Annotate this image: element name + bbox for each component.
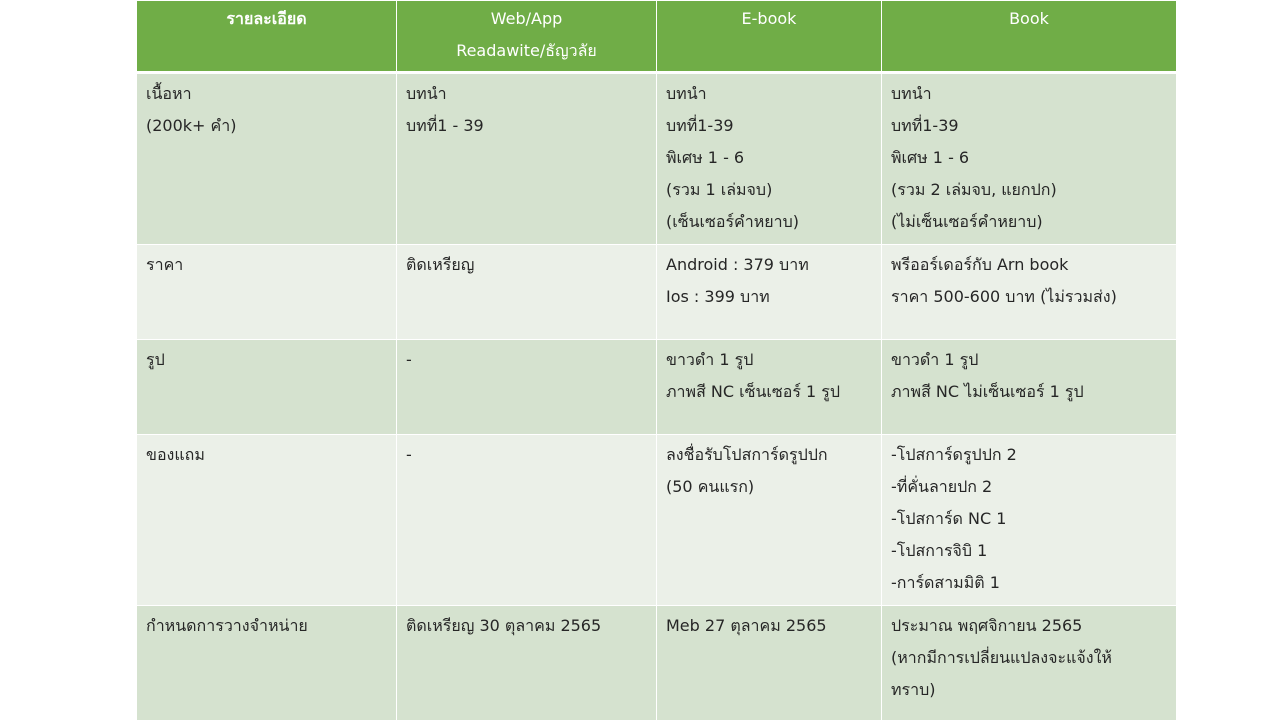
cell-line: (เซ็นเซอร์คำหยาบ) [666, 212, 800, 231]
cell-line: ภาพสี NC ไม่เซ็นเซอร์ 1 รูป [891, 382, 1084, 401]
cell-line: -ที่คั่นลายปก 2 [891, 477, 993, 496]
header-details [137, 1, 397, 73]
table-row-release [137, 606, 1177, 720]
cell-line: -การ์ดสามมิติ 1 [891, 573, 1000, 592]
cell-line: Ios : 399 บาท [666, 287, 770, 306]
cell-line: (หากมีการเปลี่ยนแปลงจะแจ้งให้ [891, 648, 1112, 667]
cell-line: บทที่1-39 [666, 116, 734, 135]
cell-line: ราคา 500-600 บาท (ไม่รวมส่ง) [891, 287, 1117, 306]
table-cell [397, 73, 657, 245]
table-row-content [137, 73, 1177, 245]
cell-line: (ไม่เซ็นเซอร์คำหยาบ) [891, 212, 1043, 231]
table-cell [137, 435, 397, 606]
cell-line: บทนำ [666, 84, 707, 103]
cell-line: บทนำ [406, 84, 447, 103]
cell-line: - [406, 445, 412, 464]
header-web-app [397, 1, 657, 73]
cell-line: (200k+ คำ) [146, 116, 237, 135]
table-cell [657, 245, 882, 340]
table-cell [657, 435, 882, 606]
table-cell [657, 73, 882, 245]
cell-line: กำหนดการวางจำหน่าย [146, 616, 308, 635]
cell-line: พิเศษ 1 - 6 [891, 148, 970, 167]
cell-line: -โปสการ์ด NC 1 [891, 509, 1007, 528]
table-cell [882, 606, 1177, 720]
header-line: E-book [741, 9, 797, 28]
header-book [882, 1, 1177, 73]
cell-line: รูป [146, 350, 165, 369]
cell-line: บทที่1-39 [891, 116, 959, 135]
table-cell [397, 340, 657, 435]
cell-line: เนื้อหา [146, 84, 192, 103]
cell-line: ของแถม [146, 445, 205, 464]
header-line: Book [1009, 9, 1049, 28]
header-line: Web/App [490, 9, 563, 28]
cell-line: พิเศษ 1 - 6 [666, 148, 745, 167]
comparison-table [136, 0, 1177, 720]
cell-line: ประมาณ พฤศจิกายน 2565 [891, 616, 1083, 635]
cell-line: ขาวดำ 1 รูป [666, 350, 754, 369]
table-row-images [137, 340, 1177, 435]
table-cell [137, 73, 397, 245]
table-cell [882, 73, 1177, 245]
cell-line: บทที่1 - 39 [406, 116, 484, 135]
cell-line: (รวม 2 เล่มจบ, แยกปก) [891, 180, 1057, 199]
table-cell [882, 340, 1177, 435]
table-row-price [137, 245, 1177, 340]
table-cell [397, 245, 657, 340]
header-line: Readawite/ธัญวลัย [456, 41, 597, 60]
cell-line: ลงชื่อรับโปสการ์ดรูปปก [666, 445, 828, 464]
table-row-gifts [137, 435, 1177, 606]
header-line: รายละเอียด [226, 9, 307, 28]
cell-line: ขาวดำ 1 รูป [891, 350, 979, 369]
table-cell [882, 435, 1177, 606]
table-cell [137, 245, 397, 340]
table-cell [882, 245, 1177, 340]
table-cell [397, 435, 657, 606]
cell-line: -โปสการ์ดรูปปก 2 [891, 445, 1017, 464]
header-row [137, 1, 1177, 73]
cell-line: -โปสการจิบิ 1 [891, 541, 988, 560]
cell-line: ติดเหรียญ [406, 255, 475, 274]
header-ebook [657, 1, 882, 73]
table-cell [397, 606, 657, 720]
cell-line: ภาพสี NC เซ็นเซอร์ 1 รูป [666, 382, 841, 401]
cell-line: Meb 27 ตุลาคม 2565 [666, 616, 827, 635]
cell-line: Android : 379 บาท [666, 255, 809, 274]
table-cell [137, 340, 397, 435]
cell-line: - [406, 350, 412, 369]
table-cell [657, 340, 882, 435]
cell-line: (รวม 1 เล่มจบ) [666, 180, 773, 199]
table-cell [657, 606, 882, 720]
cell-line: (50 คนแรก) [666, 477, 755, 496]
cell-line: ติดเหรียญ 30 ตุลาคม 2565 [406, 616, 602, 635]
table-cell [137, 606, 397, 720]
cell-line: พรีออร์เดอร์กับ Arn book [891, 255, 1069, 274]
cell-line: บทนำ [891, 84, 932, 103]
cell-line: ราคา [146, 255, 184, 274]
cell-line: ทราบ) [891, 680, 936, 699]
